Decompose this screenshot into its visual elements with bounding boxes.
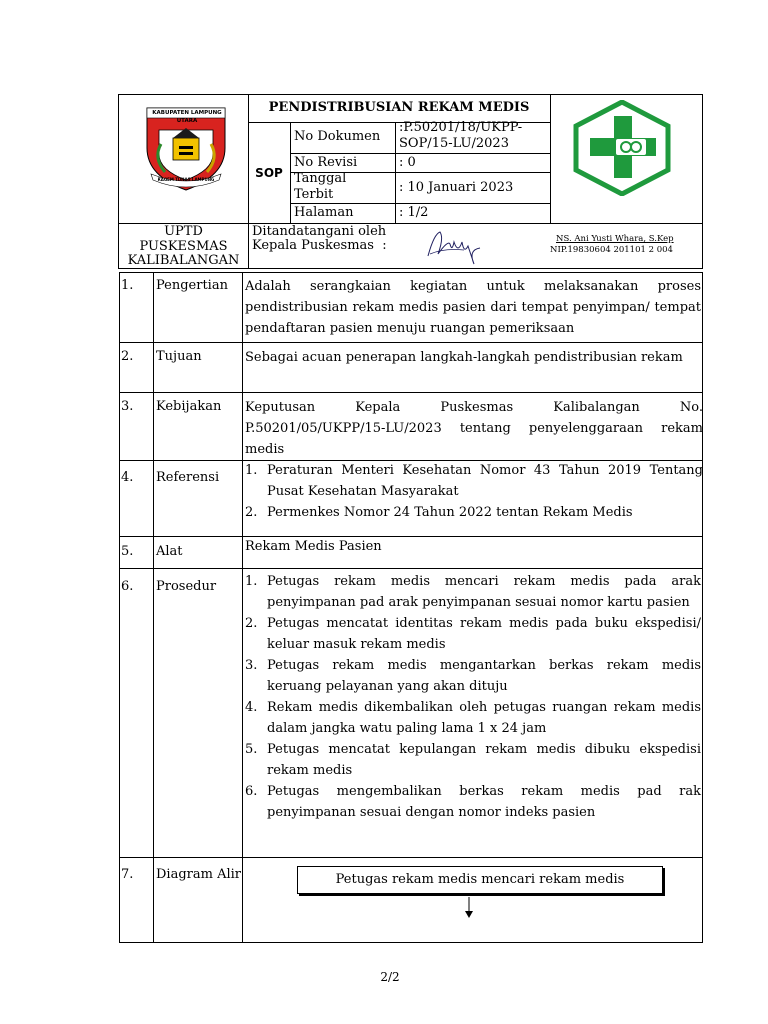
sop-label: SOP [255,166,283,180]
section-text-alat: Rekam Medis Pasien [245,539,382,554]
list-item: 6. Petugas mengembalikan berkas rekam medis pad rak penyimpanan sesuai dengan nomor indeks pasien [245,784,701,820]
section-number: 3. [121,399,134,414]
section-label-pengertian: Pengertian [156,278,228,293]
flow-box [297,866,663,894]
field-value-halaman: : 1/2 [399,205,429,220]
section-text-pengertian: Adalah serangkaian kegiatan untuk melaksanakan proses pendistribusian rekam medis pasien dari tempat penyimpan/ tempat pendaftaran pasien menuju ruangan pemeriksaan [245,279,701,336]
prosedur-list [245,571,701,823]
section-text-kebijakan: Keputusan Kepala Puskesmas Kalibalangan No. P.50201/05/UKPP/15-LU/2023 tentang penyelenggaraan rekam medis [245,400,703,457]
list-item: 3. Petugas rekam medis mengantarkan berkas rekam medis keruang pelayanan yang akan dituju [245,658,701,694]
section-label-prosedur: Prosedur [156,579,217,594]
signer-nip: NIP.19830604 201101 2 004 [550,245,673,255]
field-value-no-dokumen: :P.50201/18/UKPP- SOP/15-LU/2023 [399,120,523,151]
section-number: 4. [121,470,134,485]
section-label-alat: Alat [156,544,183,559]
section-number: 6. [121,579,134,594]
field-label-no-dokumen: No Dokumen [294,129,381,144]
list-item: 2. Petugas mencatat identitas rekam medis pada buku ekspedisi/ keluar masuk rekam medis [245,616,701,652]
logo-top-text: KABUPATEN LAMPUNG UTARA [152,110,222,124]
signed-by-label: Ditandatangani oleh Kepala Puskesmas : [252,224,387,253]
section-number: 2. [121,349,134,364]
field-label-halaman: Halaman [294,205,354,220]
section-text-tujuan: Sebagai acuan penerapan langkah-langkah pendistribusian rekam [245,350,683,365]
flow-arrow [463,897,475,919]
section-label-diagram-alir: Diagram Alir [156,867,241,882]
list-item: 1. Peraturan Menteri Kesehatan Nomor 43 Tahun 2019 Tentang Pusat Kesehatan Masyarakat [245,463,703,499]
field-label-tanggal-terbit: Tanggal Terbit [294,171,347,202]
signer-name: NS. Ani Yusti Whara, S.Kep [556,234,674,244]
section-number: 5. [121,544,134,559]
flow-box-text: Petugas rekam medis mencari rekam medis [335,872,625,887]
list-item: 1. Petugas rekam medis mencari rekam medis pada arak penyimpanan pad arak penyimpanan sesuai nomor kartu pasien [245,574,701,610]
list-item: 2. Permenkes Nomor 24 Tahun 2022 tentan Rekam Medis [245,505,633,520]
organization-name: UPTD PUSKESMAS KALIBALANGAN [127,224,240,268]
field-value-tanggal-terbit: : 10 Januari 2023 [399,180,514,195]
field-value-no-revisi: : 0 [399,155,416,170]
section-label-kebijakan: Kebijakan [156,399,222,414]
list-item: 5. Petugas mencatat kepulangan rekam medis dibuku ekspedisi rekam medis [245,742,701,778]
referensi-list [245,460,703,523]
section-label-tujuan: Tujuan [156,349,202,364]
section-label-referensi: Referensi [156,470,220,485]
kabupaten-logo [143,104,229,192]
section-number: 1. [121,278,134,293]
document-title: PENDISTRIBUSIAN REKAM MEDIS [268,100,530,115]
page-number: 2/2 [380,970,400,984]
signature [424,224,484,270]
logo-bottom-text: RAGEM TUNAS LAMPUNG [157,177,215,182]
puskesmas-logo [572,100,672,196]
list-item: 4. Rekam medis dikembalikan oleh petugas ruangan rekam medis dalam jangka watu paling lama 1 x 24 jam [245,700,701,736]
section-number: 7. [121,867,134,882]
field-label-no-revisi: No Revisi [294,155,358,170]
